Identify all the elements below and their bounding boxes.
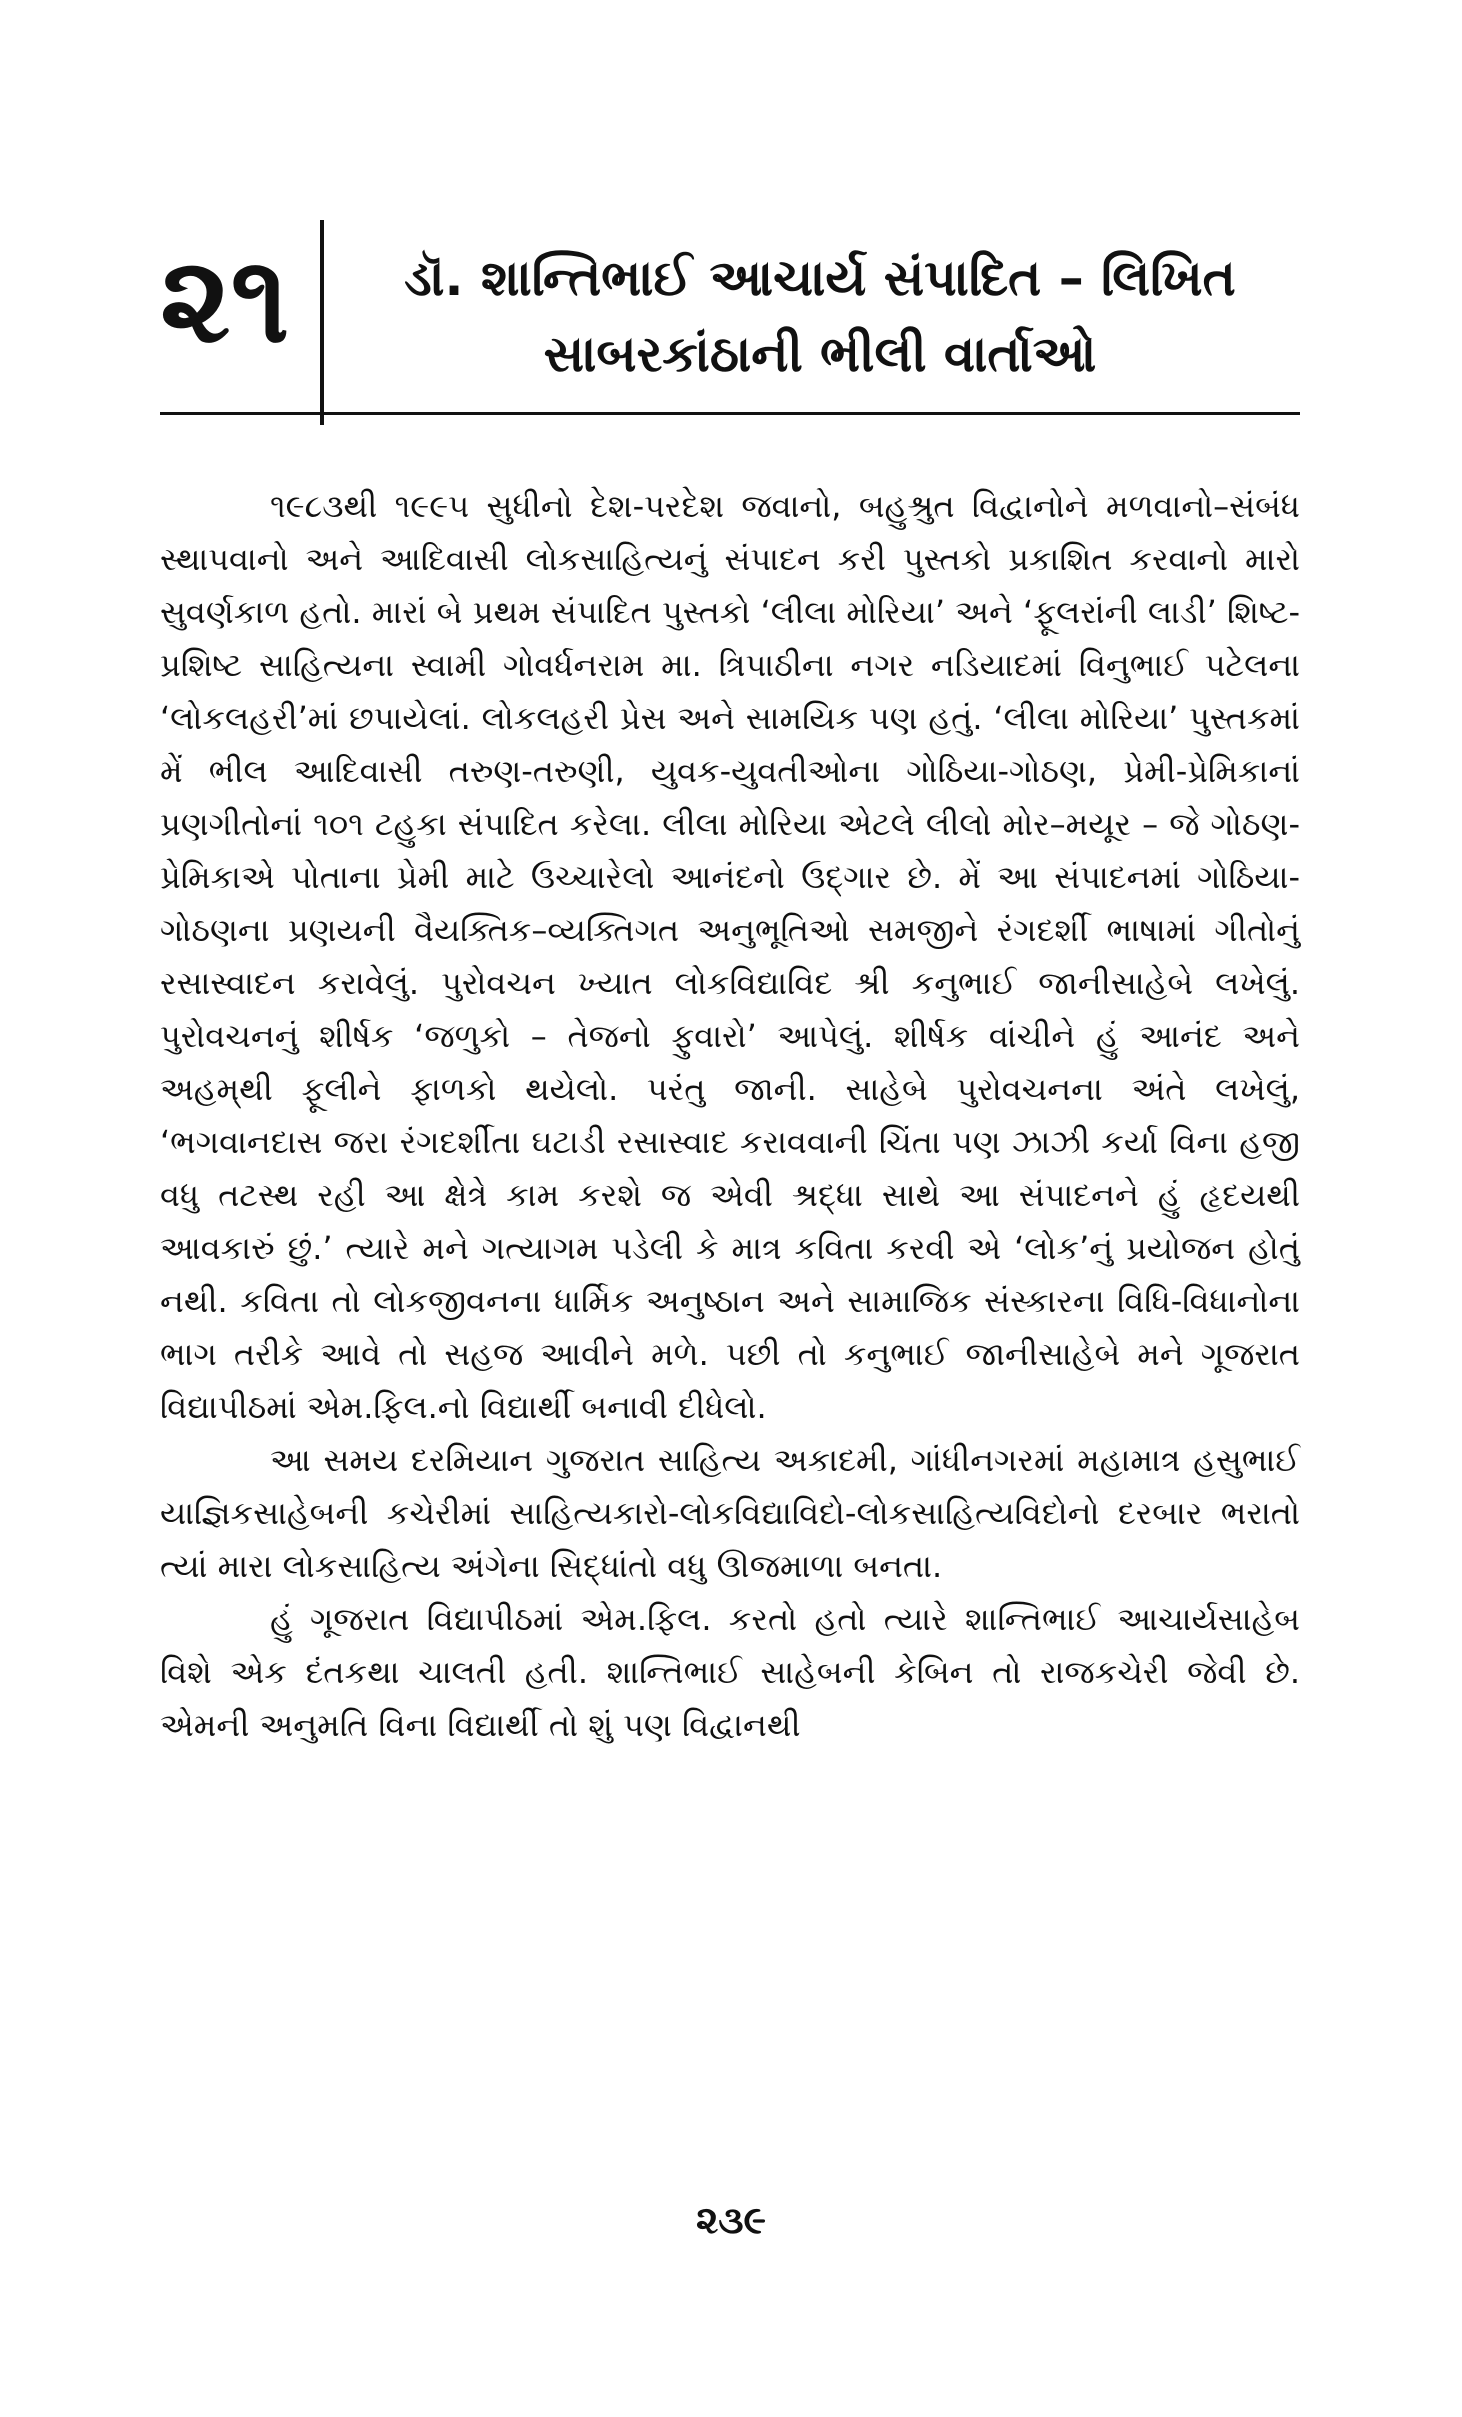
header-divider — [320, 220, 324, 425]
page-number: ૨૩૯ — [695, 2198, 767, 2242]
body-text — [160, 480, 1300, 1752]
paragraph-3: હું ગૂજરાત વિદ્યાપીઠમાં એમ.ફિલ. કરતો હતો ત્યારે શાન્તિભાઈ આચાર્યસાહેબ વિશે એક દંતકથા ચાલતી હતી. શાન્તિભાઈ સાહેબની કેબિન તો રાજકચેરી જેવી છે. એમની અનુમતિ વિના વિદ્યાર્થી તો શું પણ વિદ્વાનથી — [160, 1600, 1300, 1744]
chapter-title-line-1: ડૉ. શાન્તિભાઈ આચાર્ય સંપાદિત – લિખિત — [404, 249, 1236, 307]
paragraph-2: આ સમય દરમિયાન ગુજરાત સાહિત્ય અકાદમી, ગાંધીનગરમાં મહામાત્ર હસુભાઈ યાજ્ઞિકસાહેબની કચેરીમાં સાહિત્યકારો-લોકવિદ્યાવિદો-લોકસાહિત્યવિદોનો દરબાર ભરાતો ત્યાં મારા લોકસાહિત્ય અંગેના સિદ્ધાંતો વધુ ઊજમાળા બનતા. — [160, 1441, 1300, 1585]
paragraph-1: ૧૯૮૩થી ૧૯૯૫ સુધીનો દેશ-પરદેશ જવાનો, બહુશ્રુત વિદ્વાનોને મળવાનો–સંબંધ સ્થાપવાનો અને આદિવાસી લોકસાહિત્યનું સંપાદન કરી પુસ્તકો પ્રકાશિત કરવાનો મારો સુવર્ણકાળ હતો. મારાં બે પ્રથમ સંપાદિત પુસ્તકો ‘લીલા મોરિયા’ અને ‘ફૂલરાંની લાડી’ શિષ્ટ-પ્રશિષ્ટ સાહિત્યના સ્વામી ગોવર્ધનરામ મા. ત્રિપાઠીના નગર નડિયાદમાં વિનુભાઈ પટેલના ‘લોકલહરી’માં છપાયેલાં. લોકલહરી પ્રેસ અને સામયિક પણ હતું. ‘લીલા મોરિયા’ પુસ્તકમાં મેં ભીલ આદિવાસી તરુણ-તરુણી, યુવક-યુવતીઓના ગોઠિયા-ગોઠણ, પ્રેમી-પ્રેમિકાનાં પ્રણગીતોનાં ૧૦૧ ટહુકા સંપાદિત કરેલા. લીલા મોરિયા એટલે લીલો મોર–મયૂર – જે ગોઠણ-પ્રેમિકાએ પોતાના પ્રેમી માટે ઉચ્ચારેલો આનંદનો ઉદ્‌ગાર છે. મેં આ સંપાદનમાં ગોઠિયા-ગોઠણના પ્રણયની વૈયક્તિક–વ્યક્તિગત અનુભૂતિઓ સમજીને રંગદર્શી ભાષામાં ગીતોનું રસાસ્વાદન કરાવેલું. પુરોવચન ખ્યાત લોકવિદ્યાવિદ શ્રી કનુભાઈ જાનીસાહેબે લખેલું. પુરોવચનનું શીર્ષક ‘જળુકો – તેજનો ફુવારો’ આપેલું. શીર્ષક વાંચીને હું આનંદ અને અહમ્‌થી ફૂલીને ફાળકો થયેલો. પરંતુ જાની. સાહેબે પુરોવચનના અંતે લખેલું, ‘ભગવાનદાસ જરા રંગદર્શીતા ઘટાડી રસાસ્વાદ કરાવવાની ચિંતા પણ ઝાઝી કર્યા વિના હજી વધુ તટસ્થ રહી આ ક્ષેત્રે કામ કરશે જ એવી શ્રદ્ધા સાથે આ સંપાદનને હું હૃદયથી આવકારું છું.’ ત્યારે મને ગત્યાગમ પડેલી કે માત્ર કવિતા કરવી એ ‘લોક’નું પ્રયોજન હોતું નથી. કવિતા તો લોકજીવનના ધાર્મિક અનુષ્ઠાન અને સામાજિક સંસ્કારના વિધિ-વિધાનોના ભાગ તરીકે આવે તો સહજ આવીને મળે. પછી તો કનુભાઈ જાનીસાહેબે મને ગૂજરાત વિદ્યાપીઠમાં એમ.ફિલ.નો વિદ્યાર્થી બનાવી દીધેલો. — [160, 487, 1300, 1426]
chapter-title — [340, 240, 1300, 392]
chapter-number: ૨૧ — [160, 229, 290, 370]
header-rule — [160, 412, 1300, 415]
chapter-header — [160, 210, 1300, 410]
chapter-title-line-2: સાબરકાંઠાની ભીલી વાર્તાઓ — [543, 325, 1097, 383]
